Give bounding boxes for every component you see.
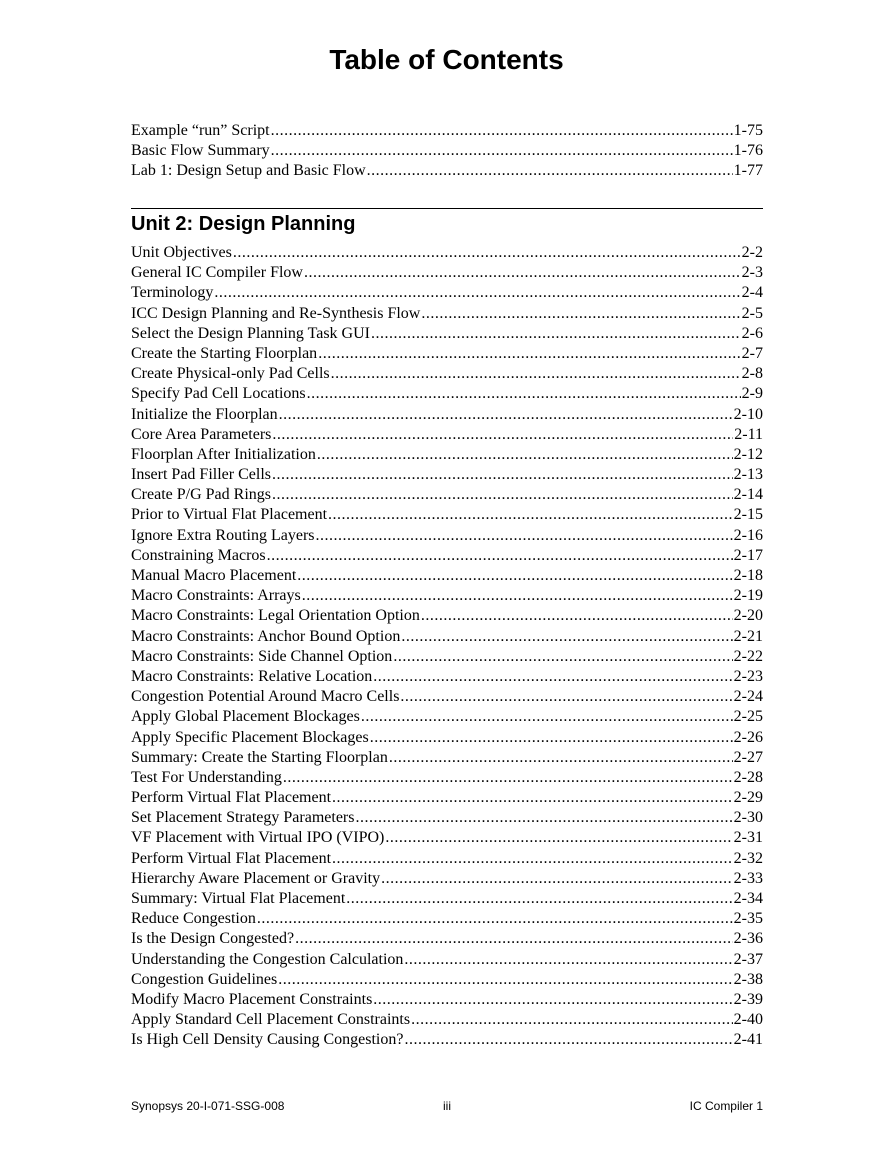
toc-entry-title: Macro Constraints: Relative Location xyxy=(131,667,373,685)
toc-entry[interactable] xyxy=(131,788,763,808)
toc-dot-leader xyxy=(279,405,733,425)
toc-entry-page: 2-27 xyxy=(733,748,763,766)
toc-entry-page: 2-29 xyxy=(733,789,763,807)
toc-entry-title: Core Area Parameters xyxy=(131,425,272,443)
unit-heading: Unit 2: Design Planning xyxy=(131,213,356,235)
toc-entry[interactable] xyxy=(131,869,763,889)
toc-dot-leader xyxy=(307,384,741,404)
toc-entry-page: 2-32 xyxy=(733,849,763,867)
toc-entry[interactable] xyxy=(131,364,763,384)
toc-dot-leader xyxy=(272,425,733,445)
toc-entry-page: 2-19 xyxy=(733,587,763,605)
toc-dot-leader xyxy=(272,485,733,505)
toc-entry[interactable] xyxy=(131,748,763,768)
toc-entry-title: Congestion Guidelines xyxy=(131,970,278,988)
toc-entry-page: 2-10 xyxy=(733,405,763,423)
toc-entry-title: Is High Cell Density Causing Congestion? xyxy=(131,1031,404,1049)
toc-entry-title: Select the Design Planning Task GUI xyxy=(131,324,370,342)
toc-entry[interactable] xyxy=(131,950,763,970)
toc-entry[interactable] xyxy=(131,485,763,505)
toc-dot-leader xyxy=(297,566,732,586)
toc-entry-page: 2-30 xyxy=(733,809,763,827)
toc-dot-leader xyxy=(233,243,741,263)
toc-entry-title: Apply Specific Placement Blockages xyxy=(131,728,369,746)
toc-entry-page: 2-37 xyxy=(733,950,763,968)
toc-entry-title: ICC Design Planning and Re-Synthesis Flow xyxy=(131,304,421,322)
toc-entry-page: 2-6 xyxy=(741,324,763,342)
toc-entry-page: 2-23 xyxy=(733,667,763,685)
toc-entry[interactable] xyxy=(131,324,763,344)
toc-entry-title: Set Placement Strategy Parameters xyxy=(131,809,355,827)
toc-entry[interactable] xyxy=(131,121,763,141)
footer-course-title: IC Compiler 1 xyxy=(689,1099,763,1113)
toc-entry-page: 2-34 xyxy=(733,890,763,907)
toc-entry-page: 2-21 xyxy=(733,627,763,645)
toc-entry-page: 2-36 xyxy=(733,930,763,948)
toc-entry[interactable] xyxy=(131,344,763,364)
toc-entry[interactable] xyxy=(131,970,763,990)
toc-dot-leader xyxy=(355,808,732,828)
toc-entry[interactable] xyxy=(131,465,763,485)
footer-course-code: Synopsys 20-I-071-SSG-008 xyxy=(131,1099,285,1113)
toc-dot-leader xyxy=(371,324,741,344)
toc-dot-leader xyxy=(283,768,733,788)
toc-entry[interactable] xyxy=(131,768,763,788)
toc-entry[interactable] xyxy=(131,1030,763,1050)
toc-unit-list xyxy=(131,243,763,1051)
toc-dot-leader xyxy=(411,1010,733,1030)
toc-dot-leader xyxy=(332,849,733,869)
toc-entry-title: Ignore Extra Routing Layers xyxy=(131,526,315,544)
toc-entry[interactable] xyxy=(131,687,763,707)
footer-page-number: iii xyxy=(443,1099,451,1113)
toc-dot-leader xyxy=(421,304,740,324)
toc-entry[interactable] xyxy=(131,141,763,161)
page-footer xyxy=(131,1098,763,1114)
toc-entry-title: Perform Virtual Flat Placement xyxy=(131,789,332,807)
toc-entry[interactable] xyxy=(131,889,763,909)
toc-dot-leader xyxy=(370,728,733,748)
toc-entry-page: 2-35 xyxy=(733,910,763,928)
toc-dot-leader xyxy=(257,909,733,929)
toc-entry-page: 2-33 xyxy=(733,869,763,887)
toc-entry-page: 2-20 xyxy=(733,607,763,625)
toc-entry[interactable] xyxy=(131,566,763,586)
toc-entry-title: Unit Objectives xyxy=(131,244,232,261)
toc-entry-page: 2-15 xyxy=(733,506,763,524)
toc-continued-list xyxy=(131,121,763,182)
toc-entry[interactable] xyxy=(131,586,763,606)
toc-entry-title: Create P/G Pad Rings xyxy=(131,486,271,504)
toc-dot-leader xyxy=(304,263,741,283)
unit-divider xyxy=(131,208,763,209)
toc-dot-leader xyxy=(271,121,733,141)
toc-entry[interactable] xyxy=(131,546,763,566)
toc-entry-title: Create the Starting Floorplan xyxy=(131,344,318,362)
toc-entry[interactable] xyxy=(131,728,763,748)
toc-entry-page: 2-41 xyxy=(733,1031,763,1049)
toc-entry[interactable] xyxy=(131,243,763,263)
toc-dot-leader xyxy=(404,950,732,970)
toc-entry-page: 1-75 xyxy=(733,122,763,139)
toc-entry-title: Lab 1: Design Setup and Basic Flow xyxy=(131,162,366,180)
toc-dot-leader xyxy=(346,889,732,909)
toc-entry-page: 2-18 xyxy=(733,567,763,584)
toc-dot-leader xyxy=(381,869,733,889)
toc-dot-leader xyxy=(332,788,733,808)
toc-dot-leader xyxy=(421,606,733,626)
toc-entry-page: 2-40 xyxy=(733,1011,763,1029)
toc-entry-page: 2-39 xyxy=(733,990,763,1008)
toc-entry-page: 2-31 xyxy=(733,829,763,847)
toc-entry-page: 2-26 xyxy=(733,728,763,746)
toc-entry[interactable] xyxy=(131,384,763,404)
toc-entry[interactable] xyxy=(131,909,763,929)
toc-entry-title: Basic Flow Summary xyxy=(131,142,270,160)
toc-entry-page: 2-8 xyxy=(741,365,763,383)
toc-entry-page: 1-77 xyxy=(733,162,763,180)
toc-entry-title: Congestion Potential Around Macro Cells xyxy=(131,688,400,706)
toc-entry[interactable] xyxy=(131,707,763,727)
toc-entry-page: 2-38 xyxy=(733,970,763,988)
toc-entry-title: Test For Understanding xyxy=(131,768,282,786)
toc-entry-title: Macro Constraints: Legal Orientation Option xyxy=(131,607,420,625)
toc-entry-page: 2-5 xyxy=(741,304,763,322)
toc-entry[interactable] xyxy=(131,304,763,324)
toc-entry-page: 2-16 xyxy=(733,526,763,544)
toc-dot-leader xyxy=(214,283,740,303)
toc-entry-title: Perform Virtual Flat Placement xyxy=(131,849,332,867)
toc-entry[interactable] xyxy=(131,263,763,283)
toc-dot-leader xyxy=(393,647,732,667)
toc-entry-title: Modify Macro Placement Constraints xyxy=(131,990,373,1008)
toc-entry-title: Macro Constraints: Arrays xyxy=(131,587,301,605)
toc-entry[interactable] xyxy=(131,1010,763,1030)
toc-dot-leader xyxy=(367,161,733,181)
toc-entry-page: 2-12 xyxy=(733,445,763,463)
toc-dot-leader xyxy=(373,667,732,687)
toc-entry[interactable] xyxy=(131,849,763,869)
toc-entry-title: Terminology xyxy=(131,284,214,302)
toc-dot-leader xyxy=(331,364,741,384)
toc-entry-title: Manual Macro Placement xyxy=(131,567,297,584)
toc-dot-leader xyxy=(361,707,733,727)
toc-entry[interactable] xyxy=(131,929,763,949)
toc-entry[interactable] xyxy=(131,647,763,667)
toc-dot-leader xyxy=(267,546,733,566)
toc-dot-leader xyxy=(316,526,733,546)
toc-dot-leader xyxy=(302,586,733,606)
toc-entry-page: 2-7 xyxy=(741,344,763,362)
toc-entry-title: Macro Constraints: Side Channel Option xyxy=(131,647,393,665)
toc-entry-page: 2-11 xyxy=(734,425,763,443)
toc-entry-title: Apply Standard Cell Placement Constraints xyxy=(131,1011,411,1029)
toc-dot-leader xyxy=(328,505,733,525)
toc-entry-title: Prior to Virtual Flat Placement xyxy=(131,506,328,524)
toc-entry-title: Initialize the Floorplan xyxy=(131,405,278,423)
toc-dot-leader xyxy=(318,344,740,364)
toc-entry-title: Is the Design Congested? xyxy=(131,930,295,948)
toc-entry-title: Floorplan After Initialization xyxy=(131,445,316,463)
toc-entry[interactable] xyxy=(131,828,763,848)
toc-entry-title: Create Physical-only Pad Cells xyxy=(131,365,330,383)
toc-entry-title: Hierarchy Aware Placement or Gravity xyxy=(131,869,381,887)
toc-entry-page: 2-28 xyxy=(733,768,763,786)
toc-entry[interactable] xyxy=(131,161,763,181)
toc-entry-page: 2-25 xyxy=(733,708,763,726)
toc-dot-leader xyxy=(317,445,733,465)
toc-entry-title: Specify Pad Cell Locations xyxy=(131,385,306,403)
toc-entry-page: 2-3 xyxy=(741,264,763,282)
toc-entry-title: Reduce Congestion xyxy=(131,910,256,928)
toc-entry-title: Insert Pad Filler Cells xyxy=(131,466,271,484)
toc-dot-leader xyxy=(404,1030,732,1050)
toc-dot-leader xyxy=(278,970,732,990)
toc-entry-page: 2-17 xyxy=(733,546,763,564)
toc-entry[interactable] xyxy=(131,606,763,626)
toc-entry-title: Example “run” Script xyxy=(131,122,270,139)
toc-entry-title: Macro Constraints: Anchor Bound Option xyxy=(131,627,401,645)
toc-entry-page: 2-22 xyxy=(733,647,763,665)
toc-entry-title: General IC Compiler Flow xyxy=(131,264,303,282)
toc-entry-title: Constraining Macros xyxy=(131,546,266,564)
toc-entry[interactable] xyxy=(131,283,763,303)
toc-entry-title: Summary: Create the Starting Floorplan xyxy=(131,748,388,766)
toc-entry[interactable] xyxy=(131,526,763,546)
toc-entry-page: 2-14 xyxy=(733,486,763,504)
toc-entry[interactable] xyxy=(131,425,763,445)
toc-dot-leader xyxy=(385,828,732,848)
toc-dot-leader xyxy=(389,748,733,768)
toc-dot-leader xyxy=(400,687,732,707)
page-title: Table of Contents xyxy=(329,44,564,75)
toc-dot-leader xyxy=(373,990,732,1010)
toc-entry-title: Apply Global Placement Blockages xyxy=(131,708,360,726)
toc-entry-page: 2-4 xyxy=(741,284,763,302)
toc-entry-page: 2-9 xyxy=(741,385,763,403)
toc-entry-page: 2-13 xyxy=(733,466,763,484)
toc-entry[interactable] xyxy=(131,405,763,425)
toc-entry-title: VF Placement with Virtual IPO (VIPO) xyxy=(131,829,385,847)
toc-entry[interactable] xyxy=(131,505,763,525)
toc-entry-title: Summary: Virtual Flat Placement xyxy=(131,890,346,907)
toc-entry[interactable] xyxy=(131,990,763,1010)
toc-entry[interactable] xyxy=(131,808,763,828)
toc-dot-leader xyxy=(295,929,733,949)
toc-entry[interactable] xyxy=(131,627,763,647)
toc-dot-leader xyxy=(272,465,733,485)
toc-entry-page: 1-76 xyxy=(733,142,763,160)
toc-dot-leader xyxy=(401,627,732,647)
toc-entry-page: 2-24 xyxy=(733,688,763,706)
toc-entry[interactable] xyxy=(131,445,763,465)
toc-entry-title: Understanding the Congestion Calculation xyxy=(131,950,404,968)
toc-entry[interactable] xyxy=(131,667,763,687)
toc-entry-page: 2-2 xyxy=(741,244,763,261)
toc-dot-leader xyxy=(271,141,733,161)
